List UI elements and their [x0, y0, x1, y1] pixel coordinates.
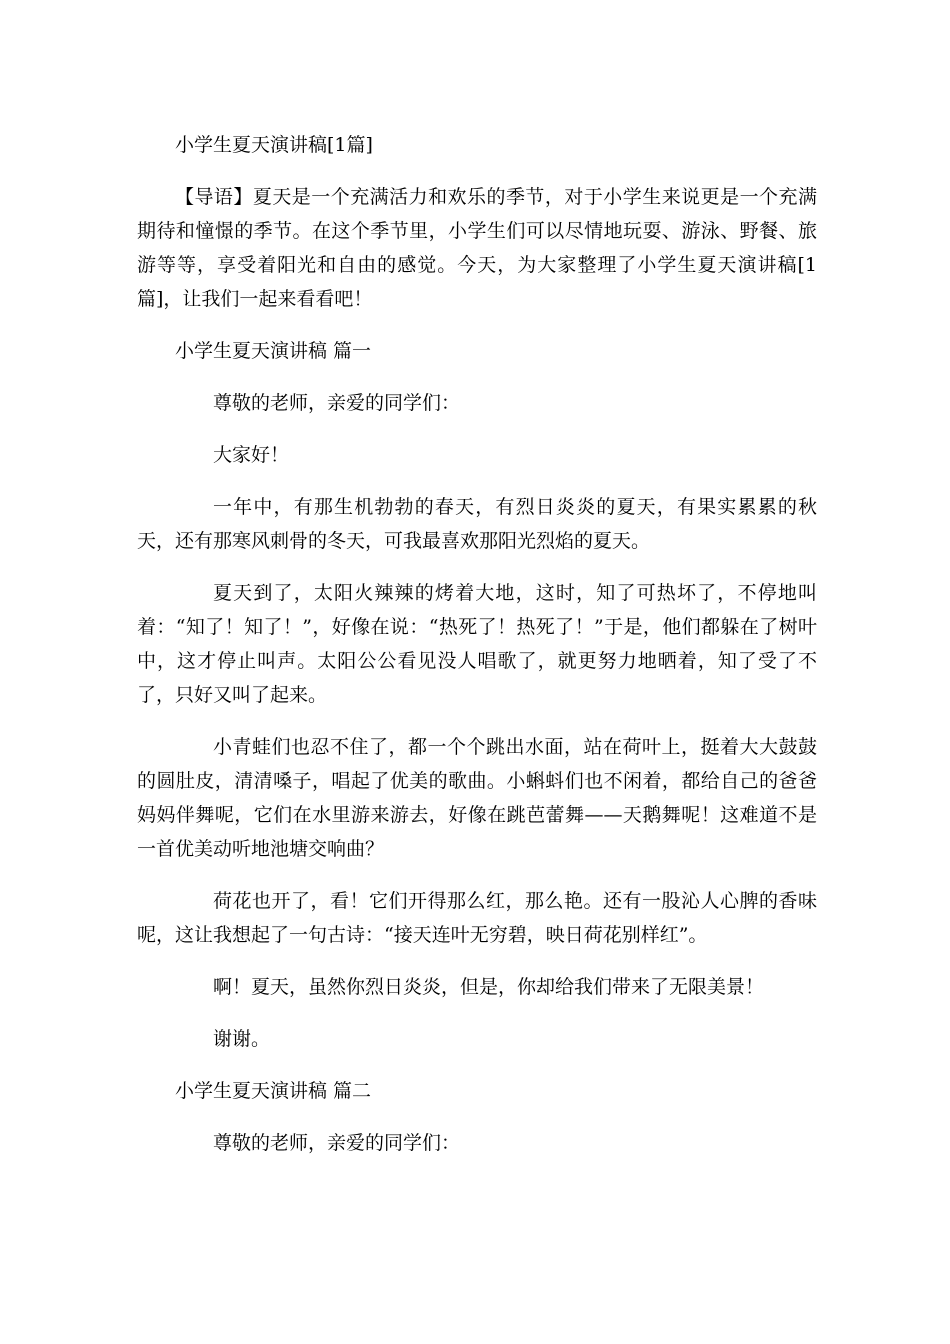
body-paragraph-2: 夏天到了，太阳火辣辣的烤着大地，这时，知了可热坏了，不停地叫着：“知了！知了！”，好像在说：“热死了！热死了！”于是，他们都躲在了树叶中，这才停止叫声。太阳公公看见没人唱歌了，就更努力地晒着，知了受了不了，只好又叫了起来。 [137, 582, 817, 706]
body-paragraph-4: 荷花也开了，看！它们开得那么红，那么艳。还有一股沁人心脾的香味呢，这让我想起了一句古诗：“接天连叶无穷碧，映日荷花别样红”。 [137, 890, 817, 946]
hello-1: 大家好！ [213, 444, 290, 466]
section-heading-2: 小学生夏天演讲稿 篇二 [175, 1080, 372, 1102]
intro-paragraph: 【导语】夏天是一个充满活力和欢乐的季节，对于小学生来说更是一个充满期待和憧憬的季节。在这个季节里，小学生们可以尽情地玩耍、游泳、野餐、旅游等等，享受着阳光和自由的感觉。今天，为大家整理了小学生夏天演讲稿[1篇]，让我们一起来看看吧！ [137, 186, 817, 310]
body-paragraph-1: 一年中，有那生机勃勃的春天，有烈日炎炎的夏天，有果实累累的秋天，还有那寒风刺骨的冬天，可我最喜欢那阳光烈焰的夏天。 [137, 496, 817, 552]
body-paragraph-3: 小青蛙们也忍不住了，都一个个跳出水面，站在荷叶上，挺着大大鼓鼓的圆肚皮，清清嗓子，唱起了优美的歌曲。小蝌蚪们也不闲着，都给自己的爸爸妈妈伴舞呢，它们在水里游来游去，好像在跳芭蕾舞——天鹅舞呢！这难道不是一首优美动听地池塘交响曲？ [137, 736, 817, 860]
document-title: 小学生夏天演讲稿[1篇] [175, 134, 373, 156]
section-heading-1: 小学生夏天演讲稿 篇一 [175, 340, 372, 362]
document-page [137, 128, 817, 1178]
thanks-1: 谢谢。 [213, 1028, 271, 1050]
greeting-2: 尊敬的老师，亲爱的同学们： [213, 1132, 461, 1154]
body-paragraph-5: 啊！夏天，虽然你烈日炎炎，但是，你却给我们带来了无限美景！ [213, 976, 765, 998]
greeting-1: 尊敬的老师，亲爱的同学们： [213, 392, 461, 414]
